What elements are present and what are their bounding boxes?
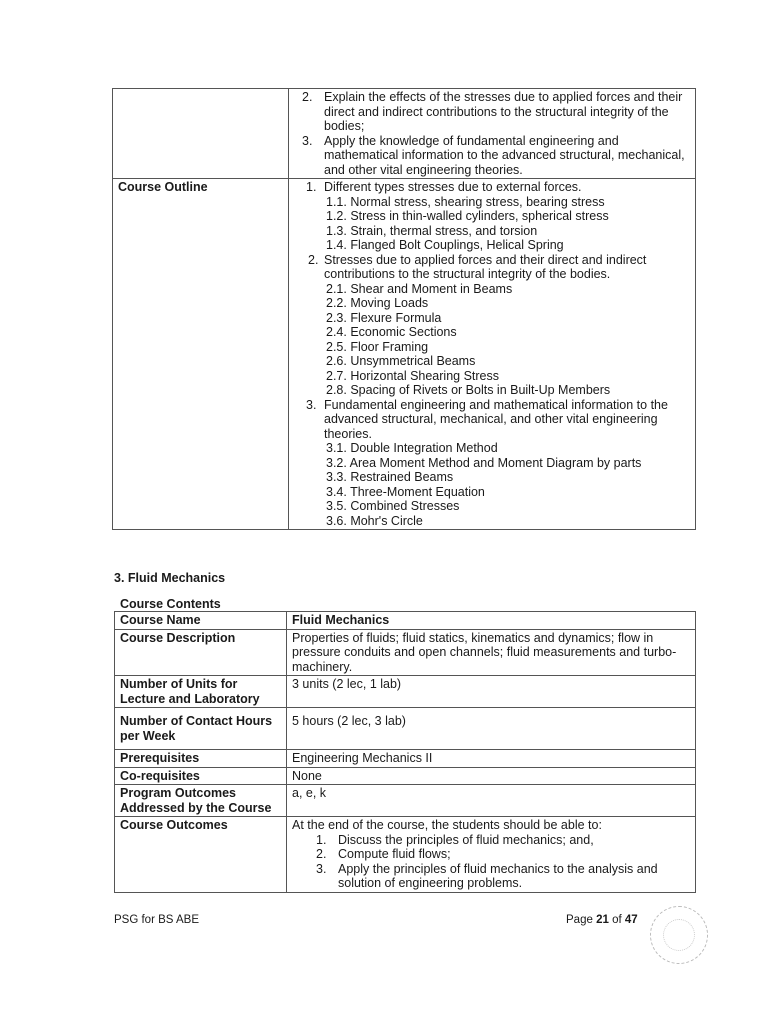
row-label: Program Outcomes Addressed by the Course (115, 785, 287, 817)
table-row (115, 629, 696, 676)
outline-item-1: 1. Different types stresses due to external forces. 1.1. Normal stress, shearing stress, bearing stress 1.2. Stress in thin-walled cylinders, spherical stress 1.3. Strain, thermal stress, and torsion 1.4. Flanged Bolt Couplings, Helical Spring (294, 180, 690, 253)
list-item: 3. Apply the knowledge of fundamental engineering and mathematical information to the advanced structural, mechanical, and other vital engineering theories. (302, 133, 685, 177)
outline-subitem: 2.8. Spacing of Rivets or Bolts in Built-Up Members (326, 383, 611, 397)
row-label: Co-requisites (115, 767, 287, 785)
table-row (113, 179, 696, 530)
table-row (115, 785, 696, 817)
list-item: 2. Explain the effects of the stresses due to applied forces and their direct and indirect contributions to the structural integrity of the bodies; (302, 90, 683, 133)
outline-subitem: 1.3. Strain, thermal stress, and torsion (326, 223, 538, 238)
footer-page-number: Page 21 of 47 (566, 914, 638, 926)
row-value: Fluid Mechanics (287, 612, 696, 630)
row-label: Course Description (115, 629, 287, 676)
outline-subitem: 3.2. Area Moment Method and Moment Diagram by parts (326, 455, 642, 470)
row-label: Number of Units for Lecture and Laboratory (115, 676, 287, 708)
outline-subitem: 2.5. Floor Framing (326, 339, 429, 354)
table-cell-empty (113, 89, 289, 179)
outline-subitem: 3.1. Double Integration Method (326, 441, 498, 455)
outline-subitem: 2.4. Economic Sections (326, 325, 457, 339)
outline-subitem: 3.5. Combined Stresses (326, 499, 460, 513)
outline-subitem: 1.1. Normal stress, shearing stress, bearing stress (326, 194, 605, 209)
outline-subitem: 2.3. Flexure Formula (326, 310, 442, 325)
course-outline-cell (289, 179, 696, 530)
course-table-continued (112, 88, 696, 530)
row-value: None (287, 767, 696, 785)
row-value: Properties of fluids; fluid statics, kinematics and dynamics; flow in pressure conduits and open channels; fluid measurements and turbo-machinery. (287, 629, 696, 676)
outline-item-2: 2. Stresses due to applied forces and their direct and indirect contributions to the structural integrity of the bodies. 2.1. Shear and Moment in Beams 2.2. Moving Loads 2.3. Flexure Formula 2.4. Economic Sections 2.5. Floor Framing 2.6. Unsymmetrical Beams 2.7. Horizontal Shearing Stress 2.8. Spacing of Rivets or Bolts in Built-Up Members (294, 253, 690, 398)
footer-doc-title: PSG for BS ABE (114, 914, 200, 926)
fluid-mechanics-table (114, 611, 696, 893)
outline-subitem: 3.4. Three-Moment Equation (326, 484, 485, 499)
row-label: Number of Contact Hours per Week (115, 708, 287, 750)
course-outline-label: Course Outline (113, 179, 289, 530)
list-item: 1. Discuss the principles of fluid mechanics; and, (316, 832, 594, 847)
row-value: Engineering Mechanics II (287, 750, 696, 768)
outline-subitem: 3.6. Mohr's Circle (326, 513, 423, 528)
table-row (115, 708, 696, 750)
outline-subitem: 1.4. Flanged Bolt Couplings, Helical Spring (326, 238, 564, 252)
outline-subitem: 1.2. Stress in thin-walled cylinders, spherical stress (326, 209, 609, 223)
table-row (115, 676, 696, 708)
table-row (115, 817, 696, 893)
row-value: 5 hours (2 lec, 3 lab) (287, 708, 696, 750)
outline-subitem: 2.7. Horizontal Shearing Stress (326, 368, 500, 383)
outline-item-3: 3. Fundamental engineering and mathematical information to the advanced structural, mechanical, and other vital engineering theories. 3.1. Double Integration Method 3.2. Area Moment Method and Moment Diagram by parts 3.3. Restrained Beams 3.4. Three-Moment Equation 3.5. Combined Stresses 3.6. Mohr's Circle (294, 398, 690, 529)
table-row (115, 767, 696, 785)
seal-stamp-icon (650, 906, 708, 964)
outcomes-intro: At the end of the course, the students should be able to: (292, 818, 602, 832)
row-label: Prerequisites (115, 750, 287, 768)
row-value: a, e, k (287, 785, 696, 817)
list-item: 3. Apply the principles of fluid mechanics to the analysis and solution of engineering problems. (316, 861, 658, 890)
course-outcomes-cell (287, 817, 696, 893)
contents-title: Course Contents (120, 597, 221, 611)
outline-subitem: 2.6. Unsymmetrical Beams (326, 354, 476, 368)
table-row (115, 750, 696, 768)
outline-subitem: 3.3. Restrained Beams (326, 470, 454, 484)
outline-subitem: 2.2. Moving Loads (326, 296, 429, 310)
row-label: Course Name (115, 612, 287, 630)
table-row (113, 89, 696, 179)
outline-subitem: 2.1. Shear and Moment in Beams (326, 281, 513, 296)
row-value: 3 units (2 lec, 1 lab) (287, 676, 696, 708)
table-row (115, 612, 696, 630)
list-item: 2. Compute fluid flows; (316, 847, 451, 861)
section-title: 3. Fluid Mechanics (114, 571, 226, 585)
row-label: Course Outcomes (115, 817, 287, 893)
objectives-cell (289, 89, 696, 179)
